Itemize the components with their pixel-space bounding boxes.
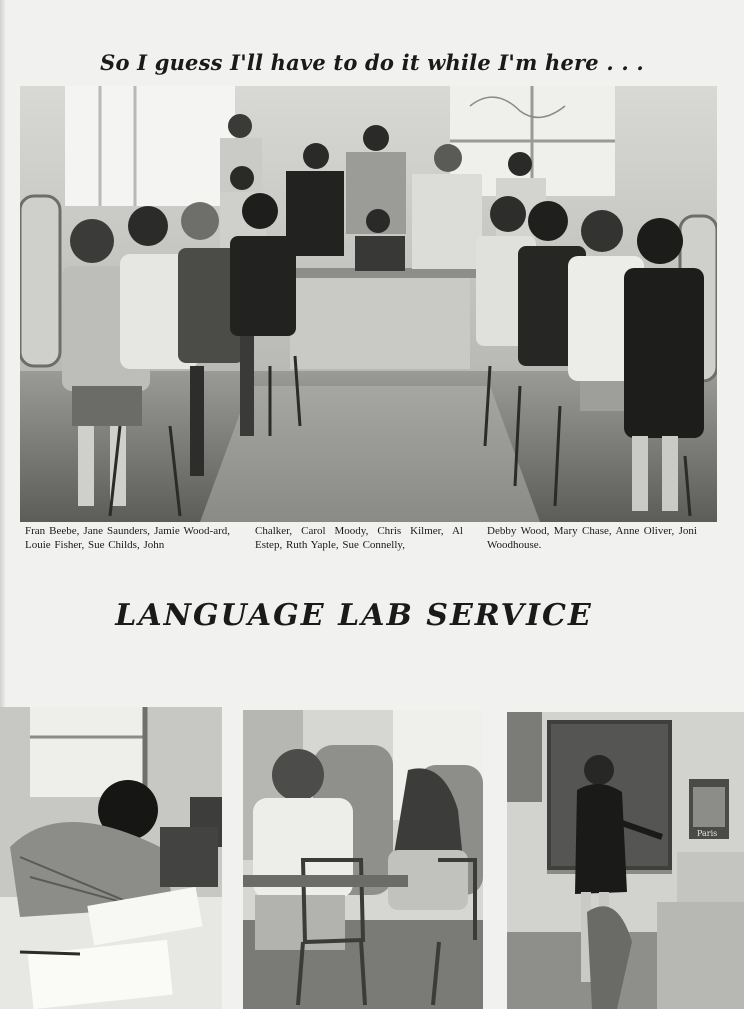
students-in-booths-photo	[243, 710, 483, 1009]
student-studying-photo	[0, 707, 222, 1009]
group-photo	[20, 86, 717, 522]
page-caption: So I guess I'll have to do it while I'm here . . .	[100, 50, 644, 75]
poster-text: Paris	[697, 829, 718, 838]
section-heading: LANGUAGE LAB SERVICE	[115, 598, 593, 633]
teacher-at-chalkboard-photo	[507, 712, 744, 1009]
names-caption-column-2: Chalker, Carol Moody, Chris Kilmer, Al Estep, Ruth Yaple, Sue Connelly,	[255, 525, 463, 551]
names-caption-column-3: Debby Wood, Mary Chase, Anne Oliver, Joni Woodhouse.	[487, 525, 697, 551]
names-caption-column-1: Fran Beebe, Jane Saunders, Jamie Wood-ard, Louie Fisher, Sue Childs, John	[25, 525, 230, 551]
